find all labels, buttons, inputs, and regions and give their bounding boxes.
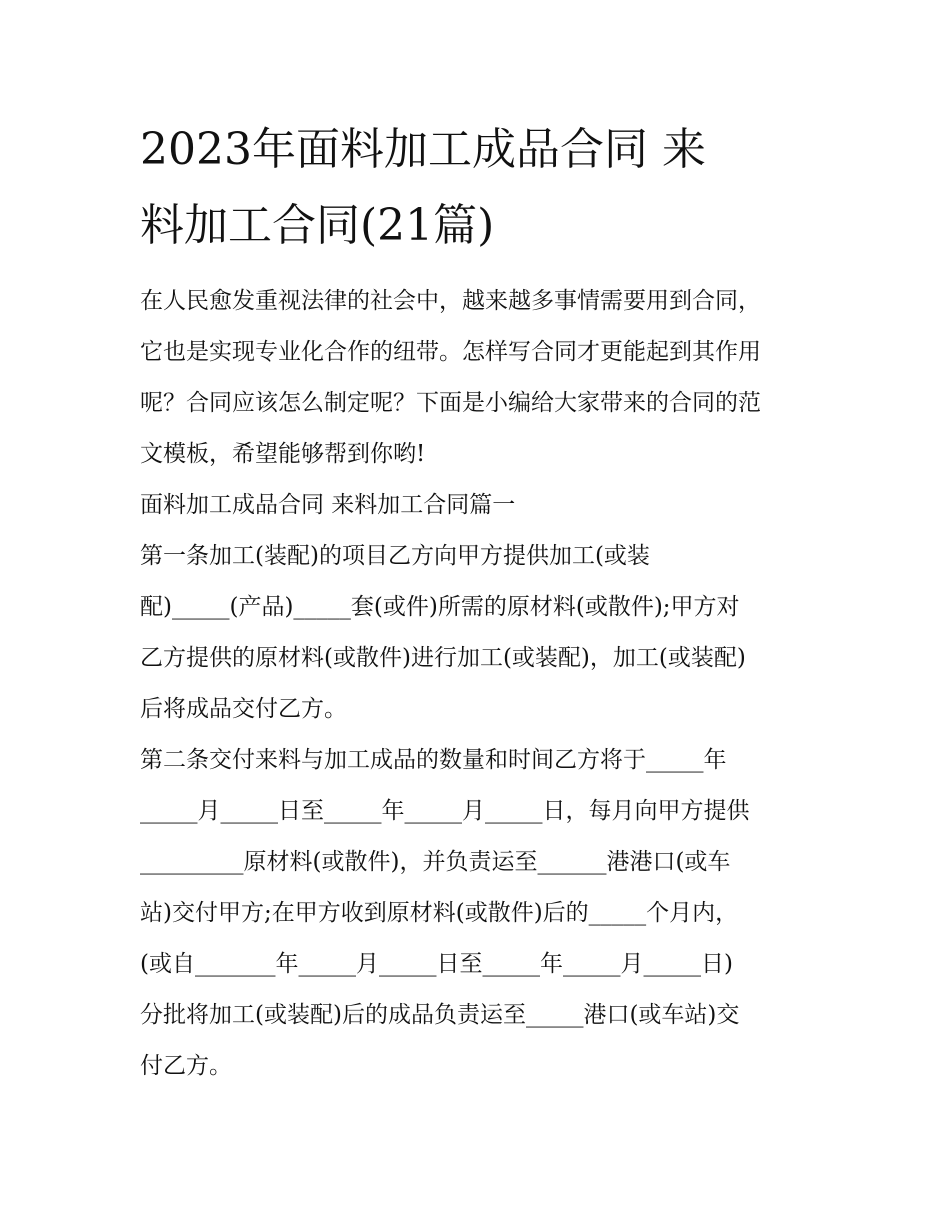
title-line: 2023年面料加工成品合同 来 — [140, 124, 706, 175]
article-1-paragraph — [140, 531, 820, 735]
intro-line: 呢？合同应该怎么制定呢？下面是小编给大家带来的合同的范 — [140, 390, 761, 416]
article-2-line: 站)交付甲方;在甲方收到原材料(或散件)后的_____个月内， — [140, 900, 739, 926]
article-1-line: 第一条加工(装配)的项目乙方向甲方提供加工(或装 — [140, 543, 650, 569]
article-1-line: 后将成品交付乙方。 — [140, 696, 347, 722]
document-title — [140, 112, 840, 264]
article-1-line: 乙方提供的原材料(或散件)进行加工(或装配)，加工(或装配) — [140, 645, 746, 671]
article-1-line: 配)_____(产品)_____套(或件)所需的原材料(或散件);甲方对 — [140, 594, 740, 620]
intro-line: 它也是实现专业化合作的纽带。怎样写合同才更能起到其作用 — [140, 339, 761, 365]
title-line: 料加工合同(21篇) — [140, 200, 495, 251]
article-2-line: 付乙方。 — [140, 1053, 232, 1079]
article-2-line: 第二条交付来料与加工成品的数量和时间乙方将于_____年 — [140, 747, 727, 773]
article-2-line: 分批将加工(或装配)后的成品负责运至_____港口(或车站)交 — [140, 1002, 740, 1028]
article-2-line: _____月_____日至_____年_____月_____日，每月向甲方提供 — [140, 798, 750, 824]
article-2-line: (或自_______年_____月_____日至_____年_____月_____日) — [140, 951, 733, 977]
article-2-line: _________原材料(或散件)，并负责运至______港港口(或车 — [140, 849, 731, 875]
section-heading: 面料加工成品合同 来料加工合同篇一 — [140, 492, 516, 518]
intro-line: 在人民愈发重视法律的社会中，越来越多事情需要用到合同， — [140, 288, 761, 314]
intro-line: 文模板，希望能够帮到你哟! — [140, 441, 426, 467]
intro-paragraph — [140, 276, 820, 480]
article-2-paragraph — [140, 735, 820, 1092]
document-body — [140, 276, 820, 1092]
